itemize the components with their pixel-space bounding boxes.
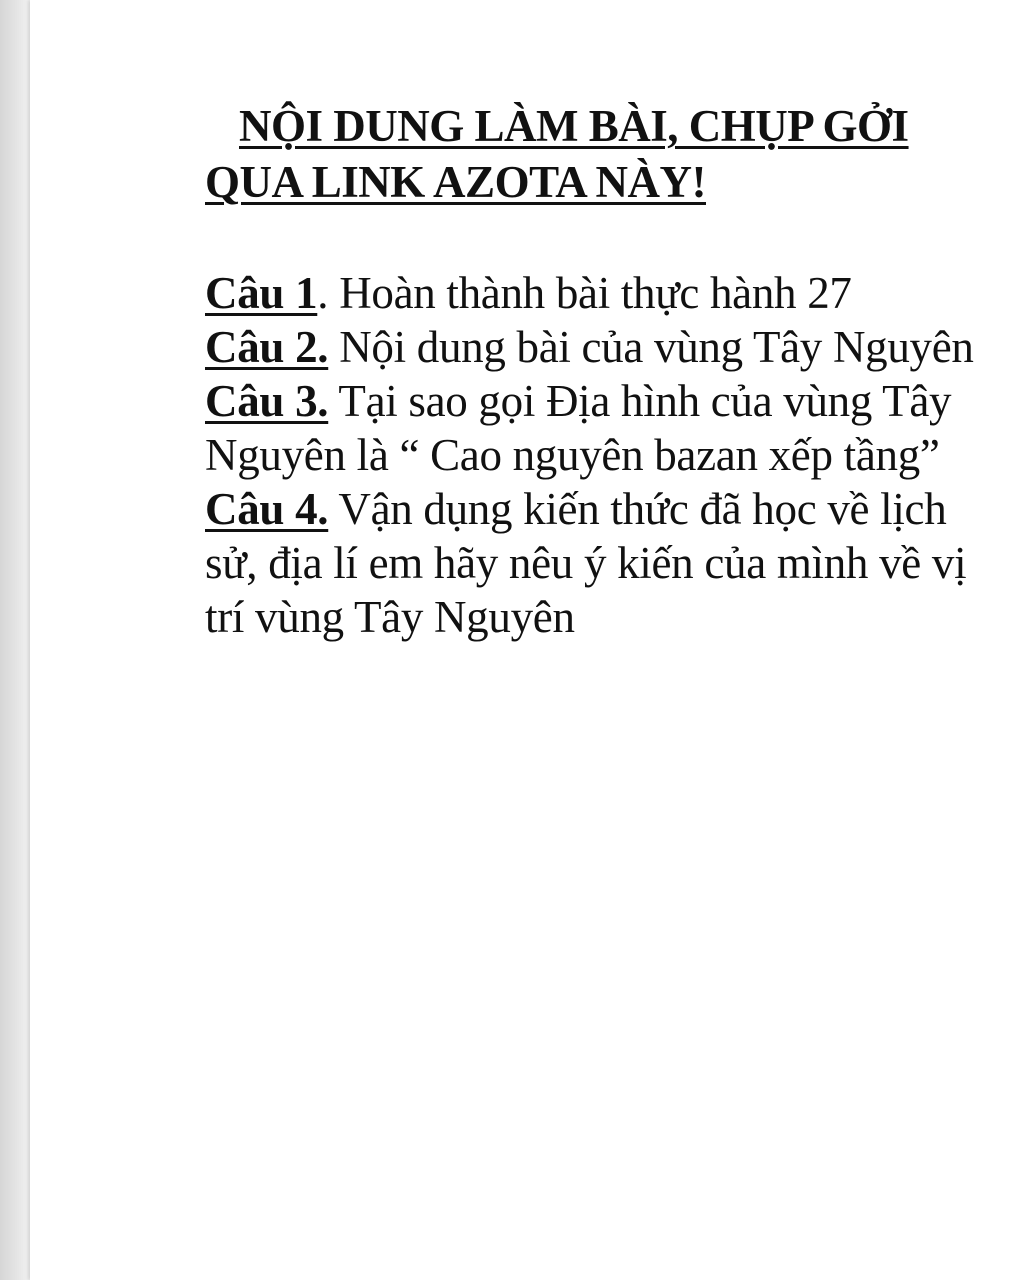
question-2-separator — [328, 322, 339, 372]
question-4-text: Vận dụng kiến thức đã học về lịch sử, địa lí em hãy nêu ý kiến của mình về vị trí vùng Tây Nguyên — [205, 484, 967, 642]
document-page — [30, 0, 1024, 1280]
question-1-text: Hoàn thành bài thực hành 27 — [339, 268, 852, 318]
document-title: NỘI DUNG LÀM BÀI, CHỤP GỞI QUA LINK AZOTA NÀY! — [205, 101, 909, 207]
question-4-label: Câu 4. — [205, 484, 329, 534]
question-2-label: Câu 2. — [205, 322, 329, 372]
question-list — [205, 266, 1005, 644]
viewer-gutter — [0, 0, 30, 1280]
question-2 — [205, 320, 1005, 374]
question-3-text: Tại sao gọi Địa hình của vùng Tây Nguyên là “ Cao nguyên bazan xếp tầng” — [205, 376, 952, 480]
question-3 — [205, 374, 1005, 482]
question-3-label: Câu 3. — [205, 376, 329, 426]
question-1-separator: . — [317, 268, 340, 318]
question-2-text: Nội dung bài của vùng Tây Nguyên — [339, 322, 974, 372]
question-1-label: Câu 1 — [205, 268, 318, 318]
question-4-separator — [328, 484, 338, 534]
question-4 — [205, 482, 1005, 644]
question-1 — [205, 266, 1005, 320]
page-content — [205, 98, 1005, 644]
question-3-separator — [328, 376, 338, 426]
